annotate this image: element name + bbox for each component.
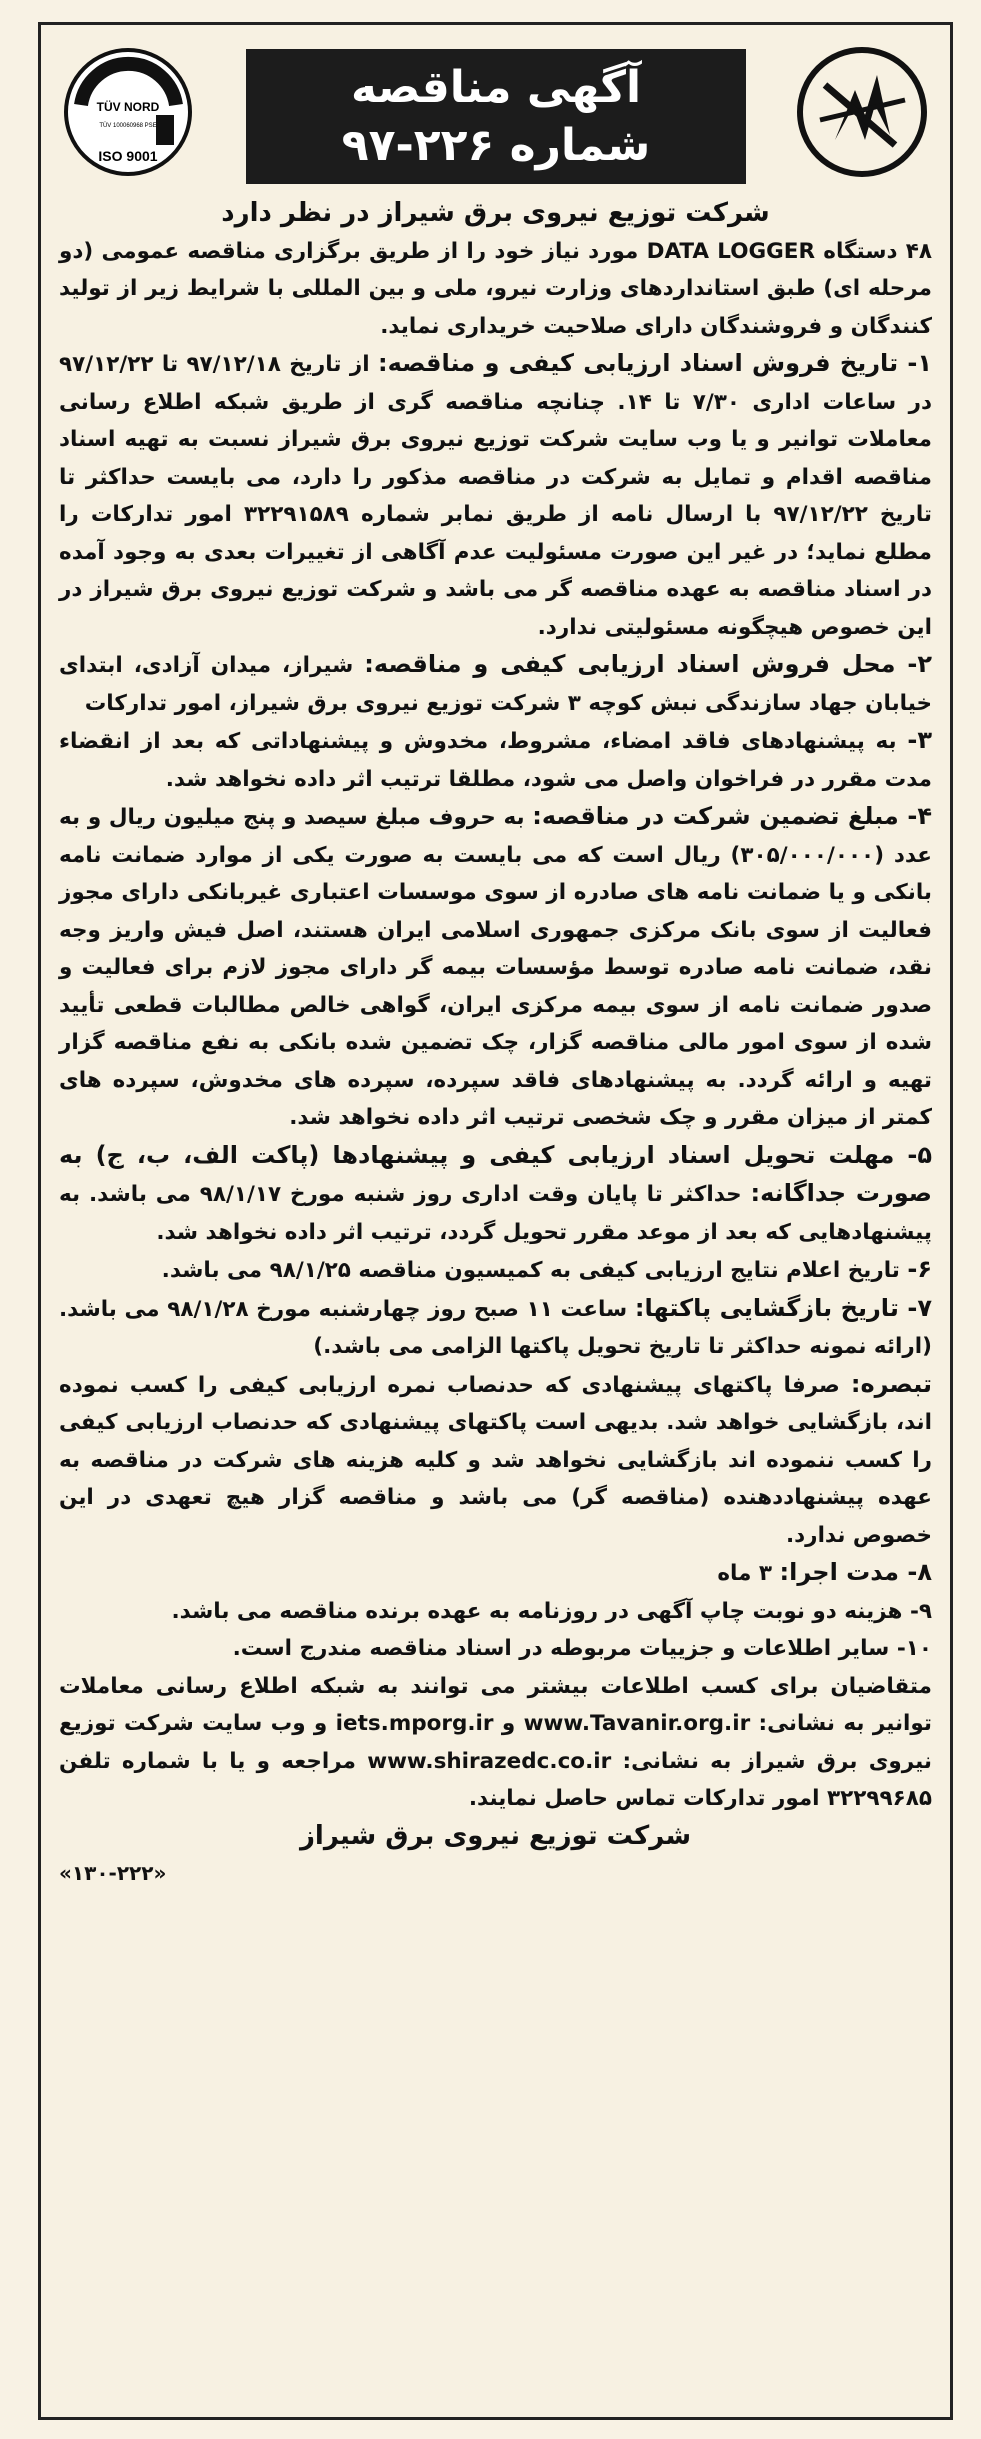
cert-number-text: TÜV 100060968 PSE	[99, 123, 157, 129]
section-8	[59, 1554, 932, 1593]
iso-certificate-logo-icon	[61, 45, 196, 180]
section-5-text: حداکثر تا پایان وقت اداری روز شنبه مورخ ۹۸/۱/۱۷ می باشد. به پیشنهادهایی که بعد از موعد مقرر تحویل گردد، ترتیب اثر داده نخواهد شد.	[59, 1182, 932, 1245]
section-7-heading: ۷- تاریخ بازگشایی پاکتها:	[634, 1293, 932, 1322]
iso-logo-text: ISO 9001	[98, 148, 158, 164]
section-6-text: تاریخ اعلام نتایج ارزیابی کیفی به کمیسیون مناقصه ۹۸/۱/۲۵ می باشد.	[161, 1258, 908, 1283]
ad-title: آگهی مناقصه	[350, 62, 642, 113]
advertisement-frame	[38, 22, 953, 2420]
ad-body	[59, 195, 932, 1893]
section-9	[59, 1593, 932, 1631]
section-9-text: هزینه دو نوبت چاپ آگهی در روزنامه به عهده برنده مناقصه می باشد.	[171, 1598, 910, 1624]
intro-title: شرکت توزیع نیروی برق شیراز در نظر دارد	[221, 198, 770, 228]
section-1-text: از تاریخ ۹۷/۱۲/۱۸ تا ۹۷/۱۲/۲۲ در ساعات اداری ۷/۳۰ تا ۱۴. چنانچه مناقصه گری از طریق شبکه اطلاع رسانی معاملات توانیر و یا وب سایت شرکت توزیع نیروی برق شیراز نسبت به تهیه اسناد مناقصه اقدام و تمایل به شرکت در مناقصه مذکور را دارد، می بایست حداکثر تا تاریخ ۹۷/۱۲/۲۲ با ارسال نامه از طریق نمابر شماره ۳۲۲۹۱۵۸۹ امور تدارکات را مطلع نماید؛ در غیر این صورت مسئولیت عدم آگاهی از تغییرات بعدی به وجود آمده در اسناد مناقصه به عهده مناقصه گر می باشد و شرکت توزیع نیروی برق شیراز در این خصوص هیچگونه مسئولیتی ندارد.	[59, 352, 932, 640]
section-5-heading: ۵- مهلت تحویل اسناد ارزیابی کیفی و پیشنهادها (پاکت الف، ب، ج) به صورت جداگانه:	[59, 1140, 932, 1207]
section-4-text: به حروف مبلغ سیصد و پنج میلیون ریال و به عدد (۳۰۵/۰۰۰/۰۰۰) ریال است که می بایست به صورت یکی از موارد ضمانت نامه بانکی و یا ضمانت نامه های صادره از سوی موسسات اعتباری غیربانکی دارای مجوز فعالیت از سوی بانک مرکزی جمهوری اسلامی ایران هستند، اصل فیش واریز وجه نقد، ضمانت نامه صادره توسط مؤسسات بیمه گر دارای مجوز لازم برای فعالیت و صدور ضمانت نامه از سوی بیمه مرکزی ایران، گواهی خالص مطالبات قطعی تأیید شده از سوی امور مالی مناقصه گزار، چک تضمین شده بانکی به نفع مناقصه گزار تهیه و ارائه گردد. به پیشنهادهای فاقد سپرده، سپرده های مخدوش، سپرده های کمتر از میزان مقرر و چک شخصی ترتیب اثر داده نخواهد شد.	[59, 805, 932, 1130]
section-7	[59, 1290, 932, 1366]
section-4	[59, 798, 932, 1137]
note-heading: تبصره:	[850, 1369, 932, 1398]
section-1-heading: ۱- تاریخ فروش اسناد ارزیابی کیفی و مناقصه:	[377, 349, 932, 377]
section-6	[59, 1251, 932, 1290]
ad-code: «۱۳۰-۲۲۲»	[59, 1861, 167, 1885]
note-text: صرفا پاکتهای پیشنهادی که حدنصاب نمره ارزیابی کیفی را کسب نموده اند، بازگشایی خواهد شد. بدیهی است پاکتهای پیشنهادی که حدنصاب ارزیابی کیفی را کسب ننموده اند بازگشایی نخواهد شد و کلیه هزینه های شرکت در مناقصه به عهده پیشنهاددهنده (مناقصه گر) می باشد و مناقصه گزار هیچ تعهدی در این خصوص ندارد.	[59, 1372, 932, 1548]
tender-number: شماره ۲۲۶-۹۷	[341, 120, 651, 171]
title-banner	[246, 49, 746, 184]
section-4-heading: ۴- مبلغ تضمین شرکت در مناقصه:	[532, 802, 932, 830]
section-3	[59, 722, 932, 798]
electricity-company-logo-icon	[795, 45, 930, 180]
section-8-text: ۳ ماه	[717, 1561, 780, 1586]
section-10	[59, 1630, 932, 1668]
section-1	[59, 345, 932, 646]
intro-body: ۴۸ دستگاه DATA LOGGER مورد نیاز خود را از طریق برگزاری مناقصه عمومی (دو مرحله ای) طبق استانداردهای وزارت نیرو، ملی و بین المللی با شرایط زیر از تولید کنندگان و فروشندگان دارای صلاحیت خریداری نماید.	[59, 238, 932, 339]
section-2-heading: ۲- محل فروش اسناد ارزیابی کیفی و مناقصه:	[364, 650, 932, 678]
company-signature: شرکت توزیع نیروی برق شیراز	[299, 1820, 692, 1851]
section-5	[59, 1137, 932, 1252]
section-10-text: سایر اطلاعات و جزییات مربوطه در اسناد مناقصه مندرج است.	[232, 1636, 897, 1661]
closing-paragraph: متقاضیان برای کسب اطلاعات بیشتر می توانند به شبکه اطلاع رسانی معاملات توانیر به نشانی: www.Tavanir.org.ir و iets.mporg.ir و وب سایت شرکت توزیع نیروی برق شیراز به نشانی: www.shirazedc.co.ir مراجعه و یا با شماره تلفن ۳۲۲۹۹۶۸۵ امور تدارکات تماس حاصل نمایند.	[59, 1673, 932, 1811]
section-10-heading: ۱۰-	[896, 1636, 932, 1661]
section-3-heading: ۳-	[907, 726, 932, 754]
section-6-heading: ۶-	[907, 1255, 932, 1283]
section-2	[59, 646, 932, 722]
note	[59, 1366, 932, 1555]
section-7-text: ساعت ۱۱ صبح روز چهارشنبه مورخ ۹۸/۱/۲۸ می باشد. (ارائه نمونه حداکثر تا تاریخ تحویل پاکتها الزامی می باشد.)	[59, 1296, 932, 1359]
section-2-text: شیراز، میدان آزادی، ابتدای خیابان جهاد سازندگی نبش کوچه ۳ شرکت توزیع نیروی برق شیراز، امور تدارکات	[59, 653, 932, 716]
section-8-heading: ۸- مدت اجرا:	[779, 1558, 932, 1586]
tuv-logo-text: TÜV NORD	[96, 100, 160, 114]
section-3-text: به پیشنهادهای فاقد امضاء، مشروط، مخدوش و پیشنهاداتی که بعد از انقضاء مدت مقرر در فراخوان واصل می شود، مطلقا ترتیب اثر داده نخواهد شد.	[59, 729, 932, 792]
section-9-heading: ۹-	[909, 1598, 932, 1624]
